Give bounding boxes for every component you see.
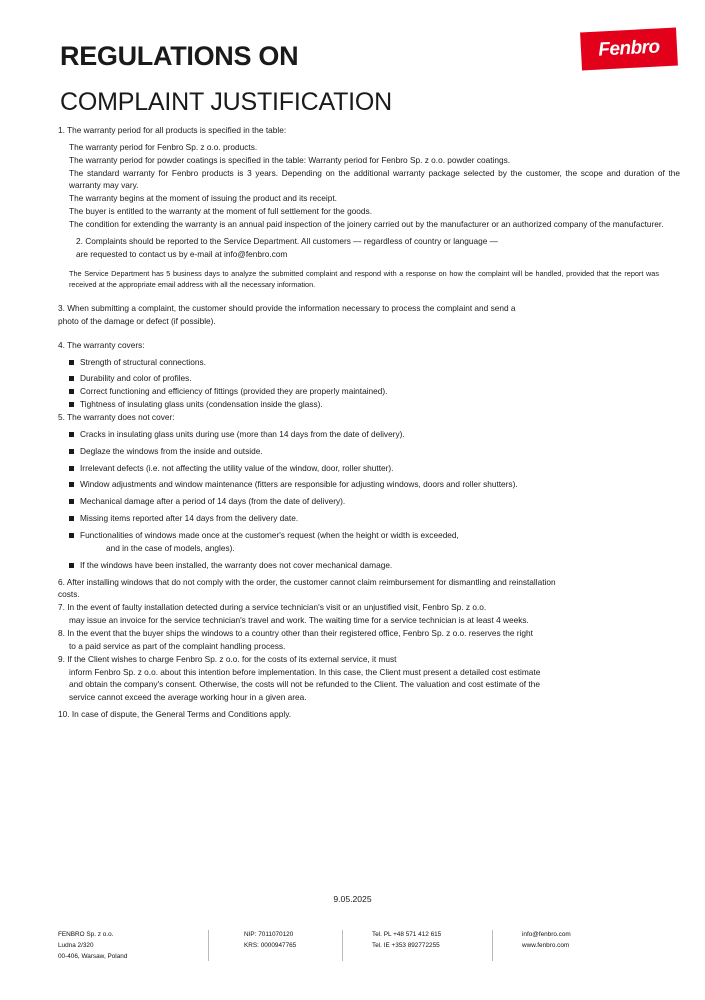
document-date: 9.05.2025	[333, 894, 372, 904]
list-item	[69, 478, 680, 491]
list-item	[69, 398, 680, 411]
item5-bullet-7-line-1: Functionalities of windows made once at the customer's request (when the height or width is exceeded,	[80, 529, 459, 540]
item3-line-2: photo of the damage or defect (if possible).	[58, 315, 216, 326]
list-item	[69, 529, 680, 555]
list-item	[69, 512, 680, 525]
list-item	[69, 385, 680, 398]
item6-line-1: 6. After installing windows that do not comply with the order, the customer cannot claim reimbursement for dismantling and reinstallation	[58, 576, 556, 587]
item3-line-1: 3. When submitting a complaint, the customer should provide the information necessary to process the complaint and send a	[58, 302, 516, 313]
item5-heading: 5. The warranty does not cover:	[58, 411, 175, 422]
item1-line-1: The warranty period for Fenbro Sp. z o.o. products.	[69, 141, 258, 152]
item5-bullet-4: Window adjustments and window maintenance (fitters are responsible for adjusting windows, doors and roller shutters).	[80, 479, 518, 490]
list-item	[69, 372, 680, 385]
item7-line-2: may issue an invoice for the service technician's travel and work. The waiting time for a service technician is at least 4 weeks.	[69, 615, 529, 626]
footer-website[interactable]: www.fenbro.com	[522, 941, 570, 949]
item4-bullet-2: Durability and color of profiles.	[80, 373, 192, 384]
item5-bullet-8: If the windows have been installed, the warranty does not cover mechanical damage.	[80, 559, 393, 570]
item1-line-4: The warranty begins at the moment of issuing the product and its receipt.	[69, 193, 337, 204]
item8-line-2: to a paid service as part of the complaint handling process.	[69, 640, 286, 651]
item9-line-2: inform Fenbro Sp. z o.o. about this intention before implementation. In this case, the Client must present a detailed cost estimate	[69, 666, 541, 677]
footer-company-column	[58, 930, 208, 963]
item10: 10. In case of dispute, the General Terms and Conditions apply.	[58, 709, 292, 720]
item4-bullet-4: Tightness of insulating glass units (condensation inside the glass).	[80, 399, 323, 410]
footer-divider	[492, 930, 493, 961]
item5-bullet-3: Irrelevant defects (i.e. not affecting the utility value of the window, door, roller shutter).	[80, 462, 394, 473]
square-bullet-icon	[69, 402, 74, 407]
item5-bullet-1: Cracks in insulating glass units during use (more than 14 days from the date of delivery).	[80, 428, 405, 439]
footer-krs: KRS: 0000947765	[244, 941, 297, 949]
item9-line-3: and obtain the company's consent. Otherwise, the costs will not be refunded to the Client. The valuation and cost estimate of the	[69, 679, 540, 690]
footer-divider	[208, 930, 209, 961]
document-footer	[58, 930, 648, 963]
square-bullet-icon	[69, 499, 74, 504]
footer-company-name: FENBRO Sp. z o.o.	[58, 931, 114, 938]
fenbro-logo	[580, 28, 678, 71]
footer-nip: NIP: 7011070120	[244, 931, 294, 938]
item9-line-1: 9. If the Client wishes to charge Fenbro Sp. z o.o. for the costs of its external service, it must	[58, 653, 397, 664]
logo-badge	[580, 28, 678, 71]
item4-heading: 4. The warranty covers:	[58, 339, 145, 350]
square-bullet-icon	[69, 449, 74, 454]
page-subtitle: COMPLAINT JUSTIFICATION	[60, 88, 392, 116]
item1-line-3: The standard warranty for Fenbro products is 3 years. Depending on the additional warranty package selected by the customer, the scope and duration of the warranty may vary.	[69, 167, 680, 191]
item5-bullet-5: Mechanical damage after a period of 14 days (from the date of delivery).	[80, 496, 346, 507]
item2-note: The Service Department has 5 business days to analyze the submitted complaint and respond with a response on how the complaint will be handled, provided that the report was received at the appropriate email address with all the necessary information.	[69, 268, 659, 290]
square-bullet-icon	[69, 389, 74, 394]
square-bullet-icon	[69, 466, 74, 471]
item1-line-2: The warranty period for powder coatings is specified in the table: Warranty period for Fenbro Sp. z o.o. powder coatings.	[69, 154, 511, 165]
square-bullet-icon	[69, 482, 74, 487]
footer-email[interactable]: info@fenbro.com	[522, 931, 571, 938]
item5-bullet-7	[80, 529, 680, 555]
logo-text: Fenbro	[597, 36, 661, 61]
item2-line-1: 2. Complaints should be reported to the Service Department. All customers — regardless of country or language —	[76, 235, 498, 246]
item6-line-2: costs.	[58, 589, 80, 600]
item1-line-5: The buyer is entitled to the warranty at the moment of full settlement for the goods.	[69, 206, 372, 217]
item5-bullet-2: Deglaze the windows from the inside and outside.	[80, 445, 263, 456]
list-item	[69, 495, 680, 508]
list-item	[69, 428, 680, 441]
square-bullet-icon	[69, 432, 74, 437]
item7-line-1: 7. In the event of faulty installation detected during a service technician's visit or an unjustified visit, Fenbro Sp. z o.o.	[58, 602, 487, 613]
item5-bullet-6: Missing items reported after 14 days from the delivery date.	[80, 513, 299, 524]
square-bullet-icon	[69, 516, 74, 521]
item2-line-2: are requested to contact us by e-mail at info@fenbro.com	[76, 248, 288, 259]
item4-bullet-3: Correct functioning and efficiency of fittings (provided they are properly maintained).	[80, 386, 388, 397]
list-item	[69, 462, 680, 475]
footer-registration-column	[208, 930, 342, 963]
item1-heading: 1. The warranty period for all products is specified in the table:	[58, 125, 287, 135]
footer-company-street: Ludna 2/320	[58, 941, 94, 949]
footer-tel-pl: Tel. PL +48 571 412 615	[372, 931, 442, 938]
list-item	[69, 445, 680, 458]
footer-contact-column	[492, 930, 642, 963]
square-bullet-icon	[69, 376, 74, 381]
page-title: REGULATIONS ON	[60, 41, 299, 71]
footer-divider	[342, 930, 343, 961]
item1-line-6: The condition for extending the warranty is an annual paid inspection of the joinery carried out by the manufacturer or an authorized company of the manufacturer.	[69, 219, 664, 230]
list-item	[69, 559, 680, 572]
square-bullet-icon	[69, 360, 74, 365]
item4-bullet-1: Strength of structural connections.	[80, 356, 206, 367]
footer-phone-column	[342, 930, 492, 963]
square-bullet-icon	[69, 533, 74, 538]
item9-line-4: service cannot exceed the average working hour in a given area.	[69, 692, 307, 703]
square-bullet-icon	[69, 563, 74, 568]
item5-bullet-7-line-2: and in the case of models, angles).	[106, 542, 235, 553]
footer-tel-ie: Tel. IE +353 892772255	[372, 941, 440, 949]
document-body	[58, 124, 680, 721]
list-item	[69, 356, 680, 369]
footer-company-city: 00-406, Warsaw, Poland	[58, 952, 128, 960]
item8-line-1: 8. In the event that the buyer ships the windows to a country other than their registered office, Fenbro Sp. z o.o. reserves the right	[58, 627, 533, 638]
